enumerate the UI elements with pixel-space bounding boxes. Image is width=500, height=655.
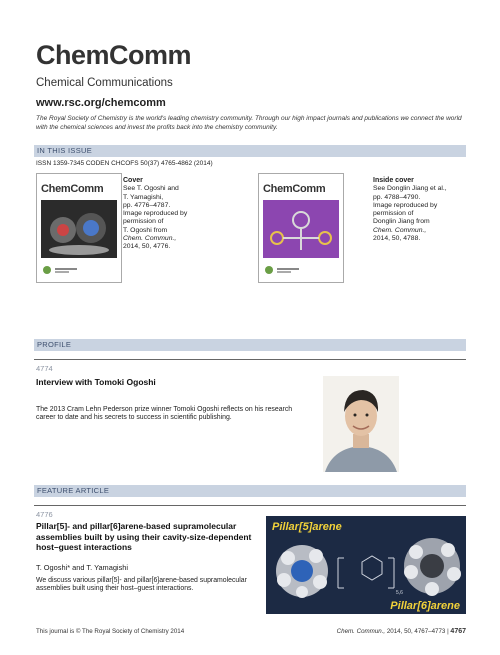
- caption-line: See T. Ogoshi and: [123, 185, 179, 193]
- feature-page-number: 4776: [36, 510, 53, 519]
- footer-page-number: 4767: [450, 628, 466, 635]
- graphic-subscript: 5,6: [396, 590, 403, 596]
- graphic-label-top: Pillar[5]arene: [272, 521, 342, 533]
- footer-copyright: This journal is © The Royal Society of Chemistry 2014: [36, 628, 185, 635]
- profile-page-number: 4774: [36, 364, 53, 373]
- caption-line: Image reproduced by: [373, 201, 438, 209]
- section-heading: IN THIS ISSUE: [37, 146, 93, 155]
- caption-line: permission of: [123, 218, 164, 226]
- caption-line: pp. 4776–4787.: [123, 201, 171, 209]
- feature-authors: T. Ogoshi* and T. Yamagishi: [36, 563, 129, 572]
- cover-thumbnail[interactable]: [36, 173, 122, 283]
- section-bar-feature: [34, 485, 466, 497]
- caption-journal-ref: Chem. Commun.,: [373, 226, 427, 234]
- profile-summary: The 2013 Cram Lehn Pederson prize winner Tomoki Ogoshi reflects on his research career to date and his secrets to success in scientific publishing.: [36, 406, 293, 422]
- caption-line: See Donglin Jiang et al.,: [373, 185, 447, 193]
- profile-portrait: [323, 376, 399, 472]
- footer-citation-rest: 2014, 50, 4767–4773 |: [385, 628, 449, 635]
- inside-cover-image: [263, 200, 339, 258]
- journal-brand: ChemComm: [36, 40, 192, 70]
- feature-title[interactable]: Pillar[5]- and pillar[6]arene-based supramolecular assemblies built by using their cavity-size-dependent host–guest interactions: [36, 521, 252, 552]
- caption-line: Donglin Jiang from: [373, 218, 430, 226]
- journal-full-name: Chemical Communications: [36, 77, 173, 89]
- inside-cover-thumbnail[interactable]: [258, 173, 344, 283]
- caption-line: T. Yamagishi,: [123, 193, 164, 201]
- cover-logo-strip: [41, 264, 117, 276]
- footer-citation: [337, 628, 466, 635]
- section-bar-in-this-issue: [34, 145, 466, 157]
- divider: [34, 359, 466, 360]
- cover-image: [41, 200, 117, 258]
- divider: [34, 505, 466, 506]
- inside-cover-brand: ChemComm: [263, 183, 326, 195]
- issn-line: ISSN 1359-7345 CODEN CHCOFS 50(37) 4765-4862 (2014): [36, 160, 213, 167]
- inside-cover-caption-title: Inside cover: [373, 177, 414, 184]
- inside-cover-caption: [373, 177, 465, 243]
- caption-journal-ref: Chem. Commun.,: [123, 235, 177, 243]
- inside-cover-logo-strip: [263, 264, 339, 276]
- feature-summary: We discuss various pillar[5]- and pillar[6]arene-based supramolecular assemblies built using their host–guest interactions.: [36, 577, 247, 593]
- graphic-label-bottom: Pillar[6]arene: [390, 600, 460, 612]
- section-heading: FEATURE ARTICLE: [37, 486, 110, 495]
- section-bar-profile: [34, 339, 466, 351]
- caption-line: Image reproduced by: [123, 210, 188, 218]
- footer-journal: Chem. Commun.,: [336, 628, 386, 635]
- cover-brand: ChemComm: [41, 183, 104, 195]
- intro-text: The Royal Society of Chemistry is the world's leading chemistry community. Through our high impact journals and publications we connect the world with the chemical sciences and invest the profits back into the chemistry community.: [36, 115, 462, 131]
- cover-caption-title: Cover: [123, 177, 143, 184]
- caption-line: pp. 4788–4790.: [373, 193, 421, 201]
- journal-url[interactable]: www.rsc.org/chemcomm: [36, 97, 166, 109]
- profile-title[interactable]: Interview with Tomoki Ogoshi: [36, 377, 156, 387]
- section-heading: PROFILE: [37, 340, 72, 349]
- feature-graphic: [266, 516, 466, 614]
- caption-year-vol: 2014, 50, 4788.: [373, 235, 421, 243]
- caption-line: T. Ogoshi from: [123, 226, 168, 234]
- caption-year-vol: 2014, 50, 4776.: [123, 243, 171, 251]
- cover-caption: [123, 177, 203, 252]
- caption-line: permission of: [373, 210, 414, 218]
